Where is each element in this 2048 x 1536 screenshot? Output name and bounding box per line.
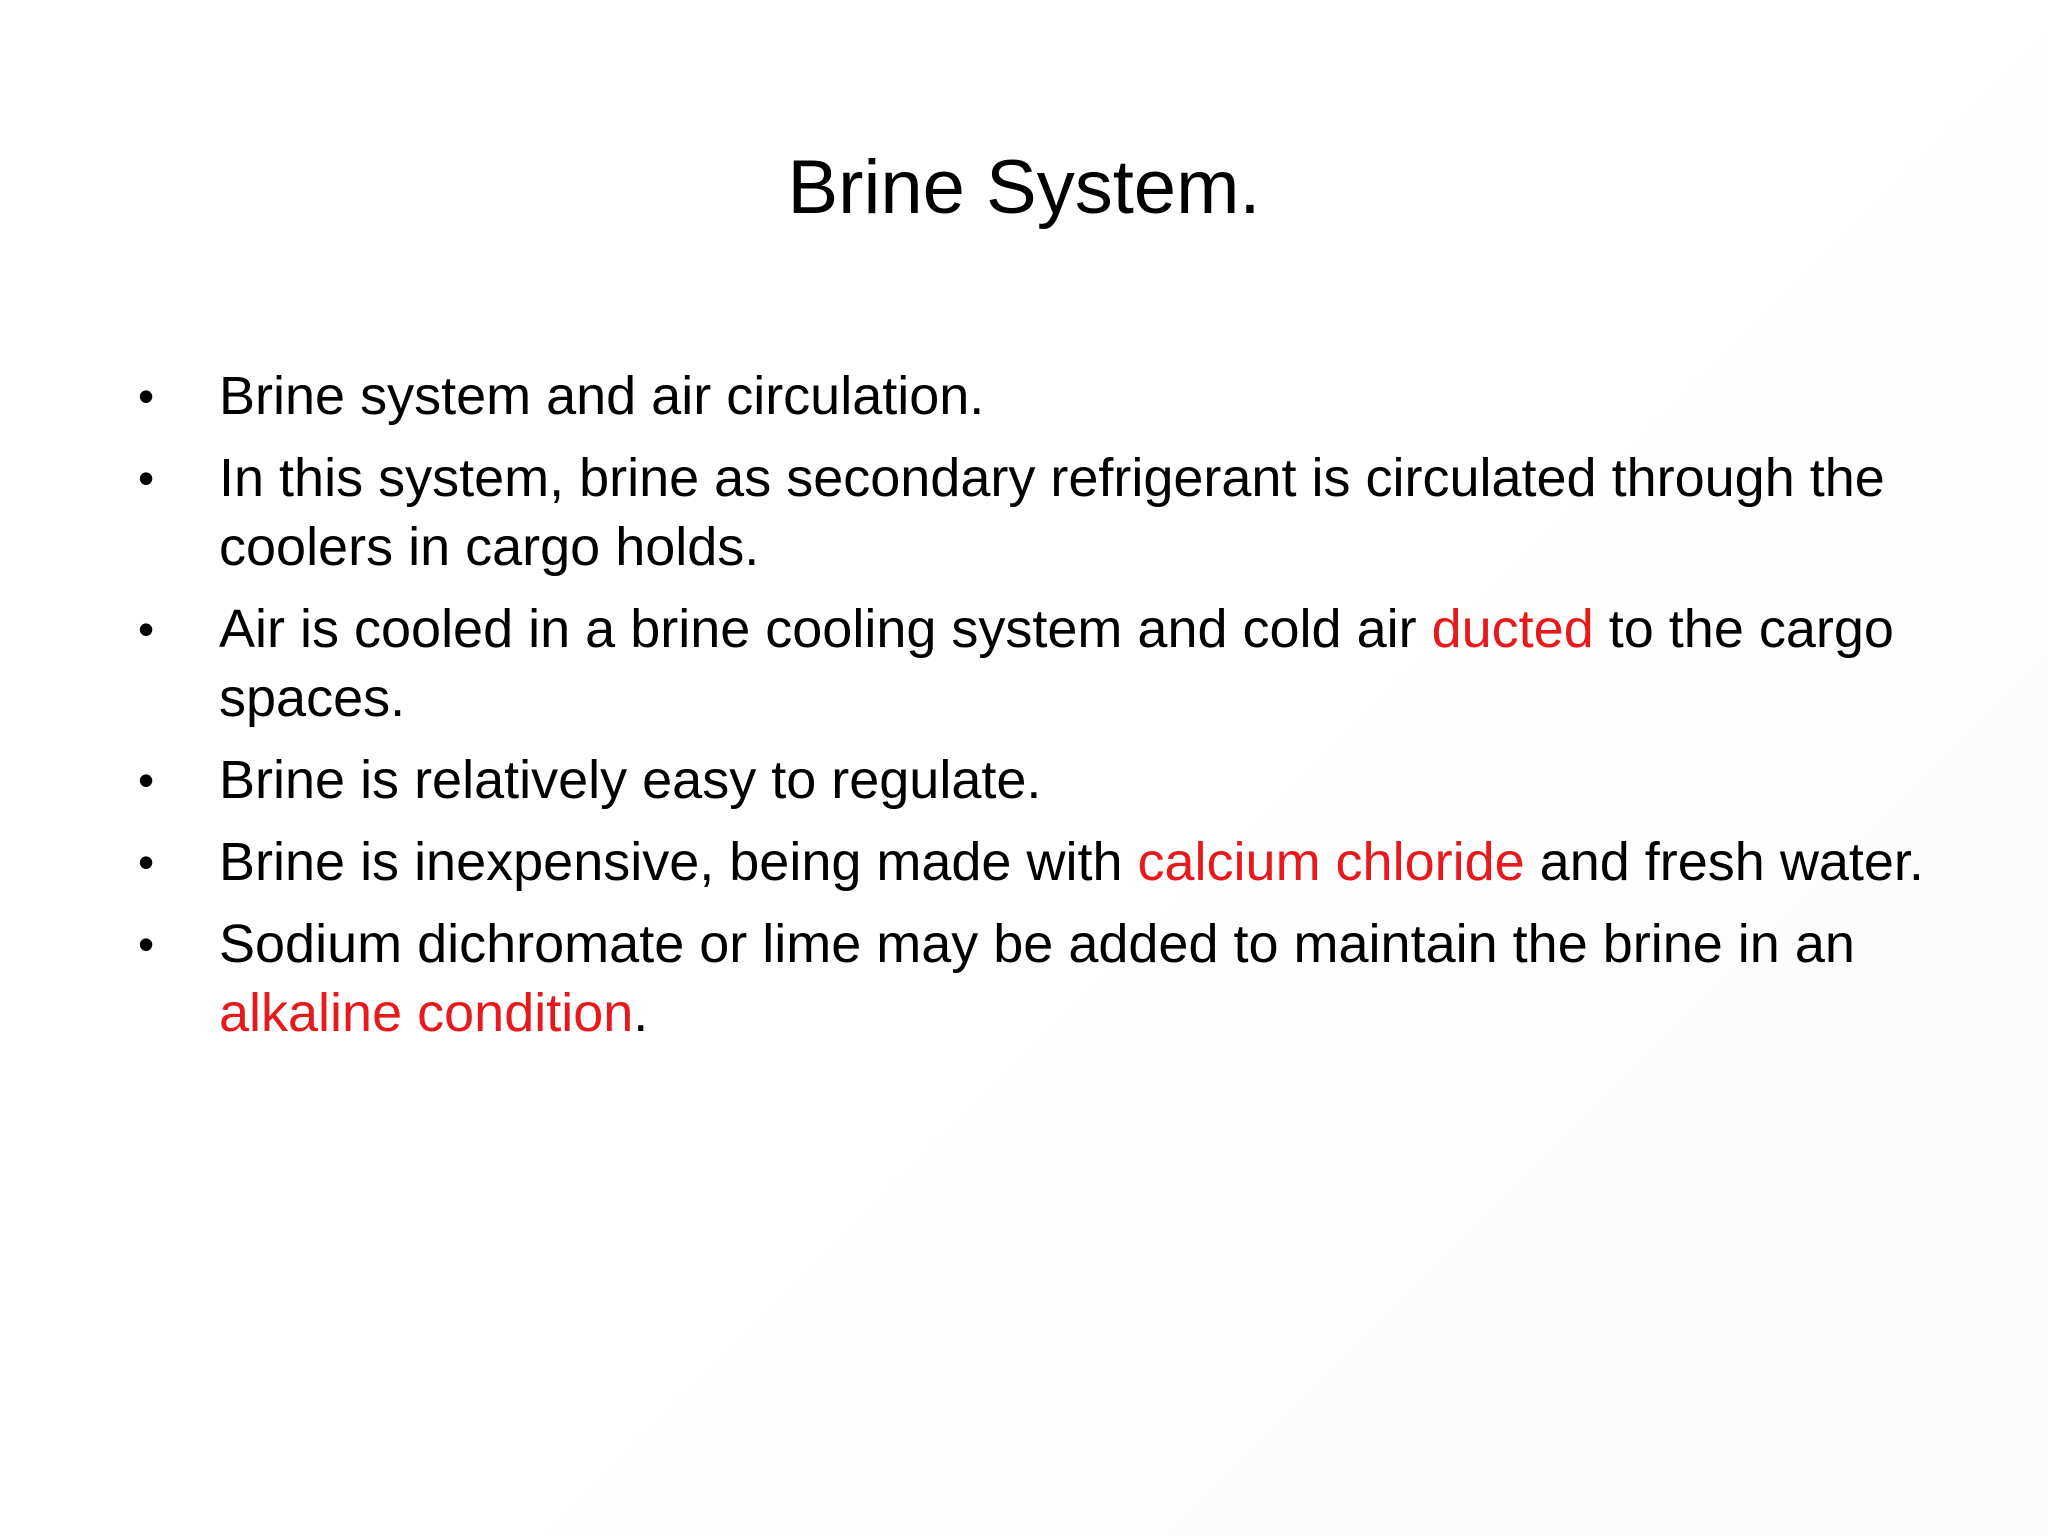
bullet-item	[0, 362, 2048, 431]
highlighted-term: calcium chloride	[1137, 832, 1525, 892]
bullet-list	[0, 362, 2048, 1061]
bullet-item	[0, 910, 2048, 1048]
bullet-text: .	[633, 983, 649, 1043]
bullet-icon: •	[138, 754, 155, 806]
highlighted-term: alkaline condition	[219, 983, 634, 1043]
highlighted-term: ducted	[1431, 599, 1594, 659]
bullet-icon: •	[138, 452, 155, 504]
bullet-icon: •	[138, 836, 155, 888]
bullet-text: In this system, brine as secondary refrigerant is circulated through the coolers in cargo holds.	[219, 448, 1885, 577]
bullet-item	[0, 444, 2048, 582]
bullet-icon: •	[138, 370, 155, 422]
bullet-text: Brine system and air circulation.	[219, 366, 985, 426]
bullet-text: Brine is relatively easy to regulate.	[219, 750, 1042, 810]
bullet-item	[0, 746, 2048, 815]
bullet-item	[0, 595, 2048, 733]
bullet-text: Sodium dichromate or lime may be added to maintain the brine in an	[219, 914, 1855, 974]
bullet-item	[0, 828, 2048, 897]
bullet-text: Air is cooled in a brine cooling system and cold air	[219, 599, 1432, 659]
slide-title: Brine System.	[787, 145, 1261, 230]
bullet-icon: •	[138, 918, 155, 970]
bullet-text: and fresh water.	[1524, 832, 1924, 892]
bullet-text: to the cargo spaces.	[219, 599, 1894, 728]
bullet-icon: •	[138, 603, 155, 655]
bullet-text: Brine is inexpensive, being made with	[219, 832, 1138, 892]
